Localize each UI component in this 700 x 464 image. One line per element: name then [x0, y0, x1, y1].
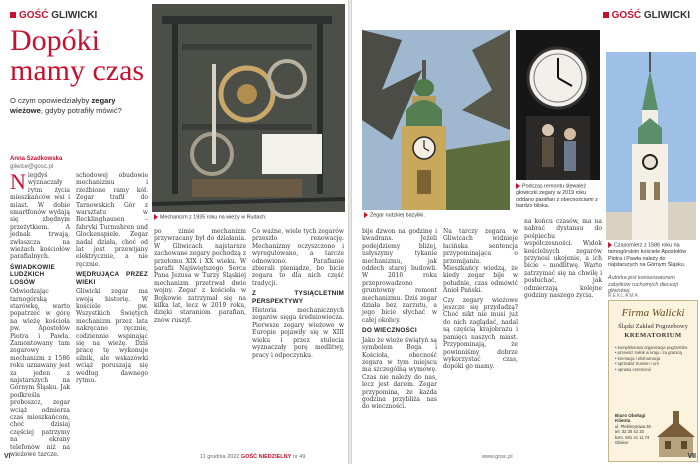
footer-issue-number: nr 49	[292, 454, 306, 460]
church-turret-illustration	[362, 30, 510, 210]
right-page	[352, 0, 700, 464]
column-1-intro: iegdyś wyznaczały rytm życia mieszkańców wsi i miast. W dobie smartfonów wydają się zbędnym przeżytkiem. A jednak trwają, zwłaszcza na wieżach kościołów parafialnych.	[10, 172, 70, 261]
column-5-body: bije dzwon na godzinę i kwadrans. Jeżeli podejdziemy bliżej, usłyszymy tykanie mechanizmu, jak oddech starej budowli. W 2016 roku przeprowadzono gruntowny remont mechanizmu. Dziś zegar działa bez zarzutu, a jego bicie słychać w całej okolicy.	[362, 228, 437, 324]
author-email[interactable]: gliwice@gosc.pl	[10, 164, 54, 170]
drop-cap: N	[10, 169, 26, 194]
section-marker-icon	[10, 12, 16, 18]
section-main-right: GOŚĆ	[611, 10, 642, 21]
section-tag-right	[603, 10, 690, 21]
column-1-body: Odwiedzając tarnogórską starówkę, warto popatrzeć w górę na wieżę kościoła pw. Apostołów Piotra i Pawła. Zamontowany tam zegarowy mechanizm z 1586 roku uznawany jest za jeden z najstarszych na Górnym Śląsku. Jak podkreśla proboszcz, zegar wciąż odmierza czas mieszkańcom, choć dzisiaj częściej patrzymy na ekrany telefonów niż na wieżowe tarcze.	[10, 288, 70, 459]
ad-service-item: • sprzedaż trumien i urn	[615, 361, 660, 367]
caption-arrow-icon	[364, 212, 368, 218]
footer-website[interactable]: www.gosc.pl	[482, 454, 513, 460]
article-column-6	[443, 228, 518, 452]
column-2-body: schodowej obudowie mechanizmu i rzeźbione ramy kół. Zegar trafił do Tarnowskich Gór z warsztatu w Recklinghausen – fabryki Turmuhren und Glockenspiele. Zegar nadal działa, choć od lat jest przewijany elektrycznie, a nie ręcznie.	[76, 172, 148, 268]
clock-face-illustration	[516, 30, 600, 180]
column-3-body: po zimie mechanizm przywracany był do działania. W Gliwicach najstarsze zachowane zegary pochodzą z przełomu XIX i XX wieku. W parafii Najświętszego Serca Pana Jezusa w Turzy Śląskiej mechanizm przetrwał dwie wojny. Zegar z kościoła w Bojkowie zatrzymał się na kilka lat, lecz w 2019 roku, dzięki staraniom parafian, znów ruszył.	[154, 228, 246, 324]
ad-office-title: Biuro Obsługi Klienta	[615, 413, 646, 424]
article-column-7	[524, 218, 602, 452]
column-6-body-2: Czy zegary wieżowe jeszcze się przydadzą? Choć nikt nie musi już do nich zaglądać, nadal są częścią krajobrazu i pamięci naszych miast. Przypominają, że powinniśmy dobrze wykorzystać czas, dopóki go mamy.	[443, 296, 518, 371]
lead-bold-text: zegary wieżowe	[10, 96, 116, 115]
mechanism-caption-text: Mechanizm z 1935 roku na wieży w Rudach.	[160, 214, 267, 221]
section-main: GOŚĆ	[19, 10, 49, 21]
article-column-5	[362, 228, 437, 452]
ad-office-info	[615, 413, 655, 445]
article-column-4	[252, 228, 344, 452]
turret-caption-text: Zegar rudzkiej bazyliki.	[370, 212, 425, 219]
mechanism-photo	[152, 4, 345, 212]
ad-building-illustration	[659, 409, 693, 457]
turret-caption	[364, 212, 504, 219]
turret-photo	[362, 30, 510, 210]
lead-text-end: , gdyby potrafiły mówić?	[40, 105, 122, 115]
ad-crematorium: KREMATORIUM	[624, 332, 682, 339]
ad-office-line: Gliwice	[615, 440, 629, 446]
ad-office-line: kom. 601 41 11 74	[615, 434, 650, 440]
section-tag	[10, 10, 97, 21]
left-page	[0, 0, 348, 464]
ad-service-item: • oprawa ceremonii	[615, 366, 651, 372]
funeral-home-ad[interactable]	[608, 300, 698, 462]
article-column-2	[76, 172, 148, 452]
clock-mechanism-illustration	[152, 4, 345, 212]
clockface-caption-text: Podczas remontu ślęwależ głowiczki zegary w 2019 roku oddano parafian z obecnościami z bardzo bliska.	[516, 183, 598, 210]
tower-photo	[606, 52, 696, 240]
column-4-heading: Z TYSIĄCLETNIM PERSPEKTYWY	[252, 290, 344, 305]
ad-services-list	[615, 345, 693, 372]
section-sub-right: GLIWICKI	[643, 10, 690, 21]
tower-caption-text: Czasomierz z 1586 roku na tarnogórskim kościele Apostołów Piotra i Pawła należy do najstarszych na Górnym Śląsku.	[608, 242, 687, 269]
author-name: Anna Szadkowska	[10, 156, 63, 162]
clockface-photo	[516, 30, 600, 180]
footer-magazine: GOŚĆ NIEDZIELNY	[240, 454, 292, 460]
column-2-body-2: Gliwicki zegar ma swoją historię. W kościele pw. Wszystkich Świętych mechanizm przez lata nakręcano ręcznie, codziennie wspinając się na wieżę. Dziś pracę tę wykonuje silnik, ale wskazówki wciąż poruszają się według dawnego rytmu.	[76, 288, 148, 384]
article-column-3	[154, 228, 246, 452]
mechanism-caption	[154, 214, 344, 221]
footer-issue-date: 11 grudnia 2022	[200, 454, 240, 460]
caption-arrow-icon	[516, 183, 520, 189]
left-footer	[200, 454, 305, 460]
tower-caption	[608, 242, 696, 269]
section-sub: GLIWICKI	[51, 10, 98, 21]
ad-label: REKLAMA	[608, 293, 639, 299]
column-5-body-2: Jako że wieże świątyń są symbolem Boga i Kościoła, obecność zegara w tym miejscu ma szczególną wymowę. Czas nie należy do nas, lecz jest darem. Zegar przypomina, że każda godzina przybliża nas do wieczności.	[362, 336, 437, 411]
ad-office-line: ul. Plebiscytowa 36	[615, 423, 651, 429]
church-tower-illustration	[606, 52, 696, 240]
article-column-1	[10, 169, 70, 459]
ad-service-item: • kremacja i ekshumacja	[615, 355, 661, 361]
ad-service-item: • kompleksowa organizacja pogrzebów	[615, 345, 688, 350]
caption-arrow-icon	[608, 242, 612, 248]
ad-company-name: Firma Walicki	[621, 307, 685, 319]
author-note: Autorka jest konserwatorem zabytków ruchomych diecezji gliwickiej.	[608, 275, 678, 295]
column-5-heading: DO WIECZNOŚCI	[362, 327, 417, 335]
right-page-number: VII	[687, 453, 696, 460]
ad-service-item: • przewóz zwłok w kraju i za granicą	[615, 350, 682, 356]
section-marker-icon	[603, 12, 609, 18]
ad-office-line: tel. 32 30 42 33	[615, 429, 644, 435]
ad-subtitle: Śląski Zakład Pogrzebowy	[618, 323, 688, 330]
column-7-body: na końcu czasów, ma na nabrać dystansu do pośpiechu współczesności. Widok kościelnych zegarów przynosi ukojenie, a ich bicie – modlitwę. Warto zatrzymać się na chwilę i posłuchać, jak odmierzają kolejne godziny naszego życia.	[524, 218, 602, 300]
clockface-caption	[516, 183, 600, 210]
column-4-body-2: Historia mechanicznych zegarów sięga średniowiecza. Pierwsze zegary wieżowe w Europie pojawiły się w XIII wieku i przez stulecia wyznaczały porę modlitwy, pracy i odpoczynku.	[252, 307, 344, 359]
caption-arrow-icon	[154, 214, 158, 220]
article-title: Dopóki mamy czas	[10, 24, 145, 87]
article-lead	[10, 96, 145, 115]
left-page-number: VI	[4, 453, 11, 460]
column-2-heading: WĘDRUJĄCA PRZEZ WIEKI	[76, 271, 148, 286]
column-6-body: Na tarczy zegara w Gliwicach widnieje łacińska sentencja przypominająca o przemijaniu. Mieszkańcy wiedzą, że kiedy zegar bije w południe, czas odmówić Anioł Pański.	[443, 228, 518, 295]
column-1-heading: ŚWIADKOWIE LUDZKICH LOSÓW	[10, 263, 55, 286]
column-4-body: Co ważne, wiele tych zegarów przeszło renowację. Mechanizmy oczyszczono i wyregulowano, a tarcze odnowiono. Parafianie zbierali pieniądze, bo bicie zegara to dla nich część tradycji.	[252, 228, 344, 287]
lead-text-start: O czym opowiedziałyby	[10, 96, 92, 105]
